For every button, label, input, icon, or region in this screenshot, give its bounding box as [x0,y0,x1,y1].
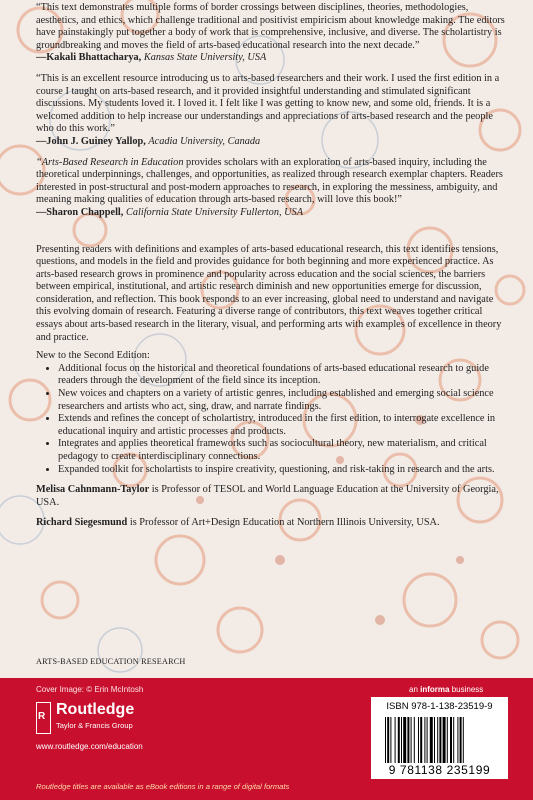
editor-bio [36,517,506,530]
barcode-bar [453,717,454,763]
endorsement-quote [36,73,506,149]
barcode-bar [420,717,422,763]
list-item: • Extends and refines the concept of scholartistry, introduced in the first edition, to interrogate excellence in educational inquiry and artistic processes and products. [58,413,506,438]
list-item: • New voices and chapters on a variety of artistic genres, including established and emerging social science researchers and artists who act, sing, draw, and narrate findings. [58,388,506,413]
barcode-bar [395,717,396,763]
endorsement-quote [36,2,506,65]
quote-author: —Sharon Chappell, [36,206,124,218]
barcode-bar [434,717,435,763]
barcode-icon [385,717,494,763]
quote-book-title: “Arts-Based Research in Education [36,156,184,168]
barcode-bar [411,717,412,763]
barcode-bar [460,717,462,763]
informa-brand: informa [420,685,450,694]
quote-author: —Kakali Bhattacharya, [36,52,142,64]
publisher-name: Routledge [56,701,135,718]
editor-bio-text: is Professor of TESOL and World Language Education at the University of Georgia, USA. [36,484,499,508]
quote-affiliation: Kansas State University, USA [143,52,267,64]
barcode-bar [390,717,391,763]
editor-name: Melisa Cahnmann-Taylor [36,484,150,496]
list-item: • Additional focus on the historical and theoretical foundations of arts-based educational research to guide readers through the development of the field since its inception. [58,363,506,388]
editor-bio-text: is Professor of Art+Design Education at Northern Illinois University, USA. [127,517,440,529]
book-description: Presenting readers with definitions and examples of arts-based educational research, this text identifies tensions, questions, and models in the field and provides guidance for both beginning and more experienced practice. As arts-based research grows in prominence and popularity across education and the social sciences, the barriers between empirical, institutional, and artistic research diminish and new opportunities emerge for discussion, consideration, and reflection. This book responds to an ever increasing, global need to understand and navigate this evolving domain of research. Featuring a diverse range of contributors, this text weaves together critical essays about arts-based research in the literary, visual, and performing arts with examples of excellence in theory and practice. [36,243,502,343]
editor-name: Richard Siegesmund [36,517,128,529]
endorsement-quote [36,157,506,220]
quote-attribution [36,207,506,220]
list-item: • Integrates and applies theoretical frameworks such as sociocultural theory, new materialism, and critical pedagogy to create interdisciplinary connections. [58,438,506,463]
isbn-label: ISBN 978-1-138-23519-9 [386,701,493,712]
barcode-bar [401,717,402,763]
barcode-bar [427,717,428,763]
publisher-url[interactable]: www.routledge.com/education [36,742,143,751]
barcode-bar [430,717,433,763]
barcode-bar [403,717,406,763]
series-name: ARTS-BASED EDUCATION RESEARCH [36,657,186,666]
barcode-bar [437,717,438,763]
barcode-bar [414,717,415,763]
editor-bio [36,484,506,509]
quote-affiliation: California State University Fullerton, USA [125,206,303,218]
ebook-notice: Routledge titles are available as eBook editions in a range of digital formats [36,782,290,791]
list-item: • Expanded toolkit for scholartists to inspire creativity, questioning, and risk-taking in research and the arts. [58,464,506,477]
barcode-bar [418,717,419,763]
cover-image-credit: Cover Image: © Erin McIntosh [36,685,144,694]
informa-prefix: an [409,685,421,694]
informa-business-tag [409,685,483,694]
routledge-logo-icon [36,702,51,734]
quote-author: —John J. Guiney Yallop, [36,135,146,147]
informa-suffix: business [449,685,484,694]
barcode-bar [385,717,386,763]
barcode-bar [463,717,464,763]
barcode-bar [443,717,446,763]
publisher-subtitle: Taylor & Francis Group [56,721,133,730]
barcode-number: 9 781138 235199 [388,763,491,777]
quote-text: “This text demonstrates multiple forms of border crossings between disciplines, theories, methodologies, aesthetics, and ethics, which challenge traditional and positivist empiricism about knowledge making. The editors have painstakingly put together a body of work that is comprehensive, inclusive, and diverse. The scholartistry is groundbreaking and moves the field of arts-based educational research into the next decade.” [36,2,505,51]
quote-attribution [36,52,506,65]
barcode-bar [439,717,441,763]
quote-attribution [36,136,506,149]
barcode-bar [457,717,458,763]
barcode-panel [371,697,508,779]
quote-body: provides scholars with an exploration of arts-based inquiry, including the theoretical underpinnings, challenges, and opportunities, as realized through research exemplar chapters. Readers interested in post-structural and post-modern approaches to research, in exploring the messiness, ambiguity, and meaning making qualities of education through arts-based research, will love this book!” [36,156,503,206]
new-edition-list [36,363,506,476]
barcode-bar [447,717,448,763]
barcode-bar [387,717,389,763]
barcode-bar [407,717,409,763]
back-cover-text [36,2,506,530]
quote-affiliation: Acadia University, Canada [148,135,261,147]
quote-text: “This is an excellent resource introducing us to arts-based researchers and their work. I used the first edition in a course I taught on arts-based research, and it provided insightful understanding and stimulated significant discussions. My students loved it. I loved it. I felt like I was getting to know new, and some old, friends. It is a welcomed addition to help increase our understandings and appreciations of arts-based research and the people who do this work.” [36,72,500,135]
new-edition-heading: New to the Second Edition: [36,350,150,362]
logo-letter: R [38,711,46,722]
barcode-bar [450,717,452,763]
quote-text [36,157,506,207]
barcode-bar [398,717,400,763]
barcode-bar [424,717,425,763]
